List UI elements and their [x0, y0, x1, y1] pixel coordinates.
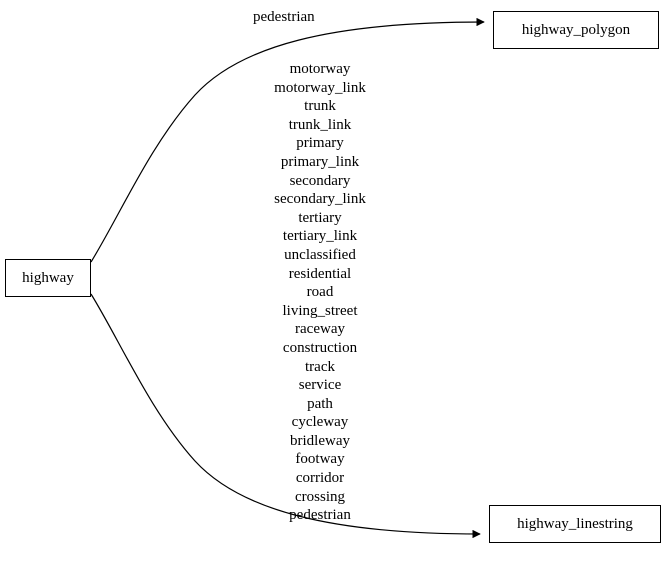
edge-label-highway-polygon — [253, 10, 315, 25]
node-highway-linestring-label: highway_linestring — [517, 515, 633, 532]
edge-label-line: motorway — [289, 61, 351, 77]
edge-label-highway-linestring — [232, 62, 408, 523]
node-highway-linestring[interactable] — [489, 505, 661, 543]
node-highway-label: highway — [22, 269, 74, 286]
edge-label-line: path — [307, 395, 333, 412]
edge-label-line: service — [298, 377, 342, 394]
edge-label-line: secondary — [289, 172, 351, 189]
node-highway[interactable] — [5, 259, 91, 297]
edge-label-line: secondary_link — [274, 191, 366, 208]
edge-label-line: tertiary_link — [282, 228, 358, 245]
edge-label-line: pedestrian — [253, 9, 315, 25]
edge-label-line: raceway — [295, 321, 345, 338]
edge-label-line: trunk — [304, 98, 336, 115]
edge-label-line: footway — [295, 451, 345, 468]
edge-label-line: living_street — [282, 302, 358, 319]
edge-label-line: motorway_link — [274, 79, 366, 96]
edge-label-line: primary_link — [280, 153, 360, 170]
edge-label-line: bridleway — [290, 432, 350, 449]
edge-label-line: road — [306, 284, 334, 301]
edge-label-line: trunk_link — [288, 116, 352, 133]
edge-label-line: tertiary — [298, 209, 342, 226]
edge-label-line: crossing — [295, 488, 345, 505]
edge-label-line: cycleway — [291, 414, 349, 431]
node-highway-polygon-label: highway_polygon — [521, 21, 631, 38]
edge-label-line: corridor — [295, 470, 345, 487]
edge-label-line: primary — [296, 135, 344, 152]
node-highway-polygon[interactable] — [493, 11, 659, 49]
edge-label-line: track — [305, 358, 335, 375]
edge-label-line: residential — [288, 265, 352, 282]
edge-label-line: construction — [282, 339, 358, 356]
edge-label-line: unclassified — [284, 246, 356, 263]
edge-label-line: pedestrian — [289, 507, 351, 524]
